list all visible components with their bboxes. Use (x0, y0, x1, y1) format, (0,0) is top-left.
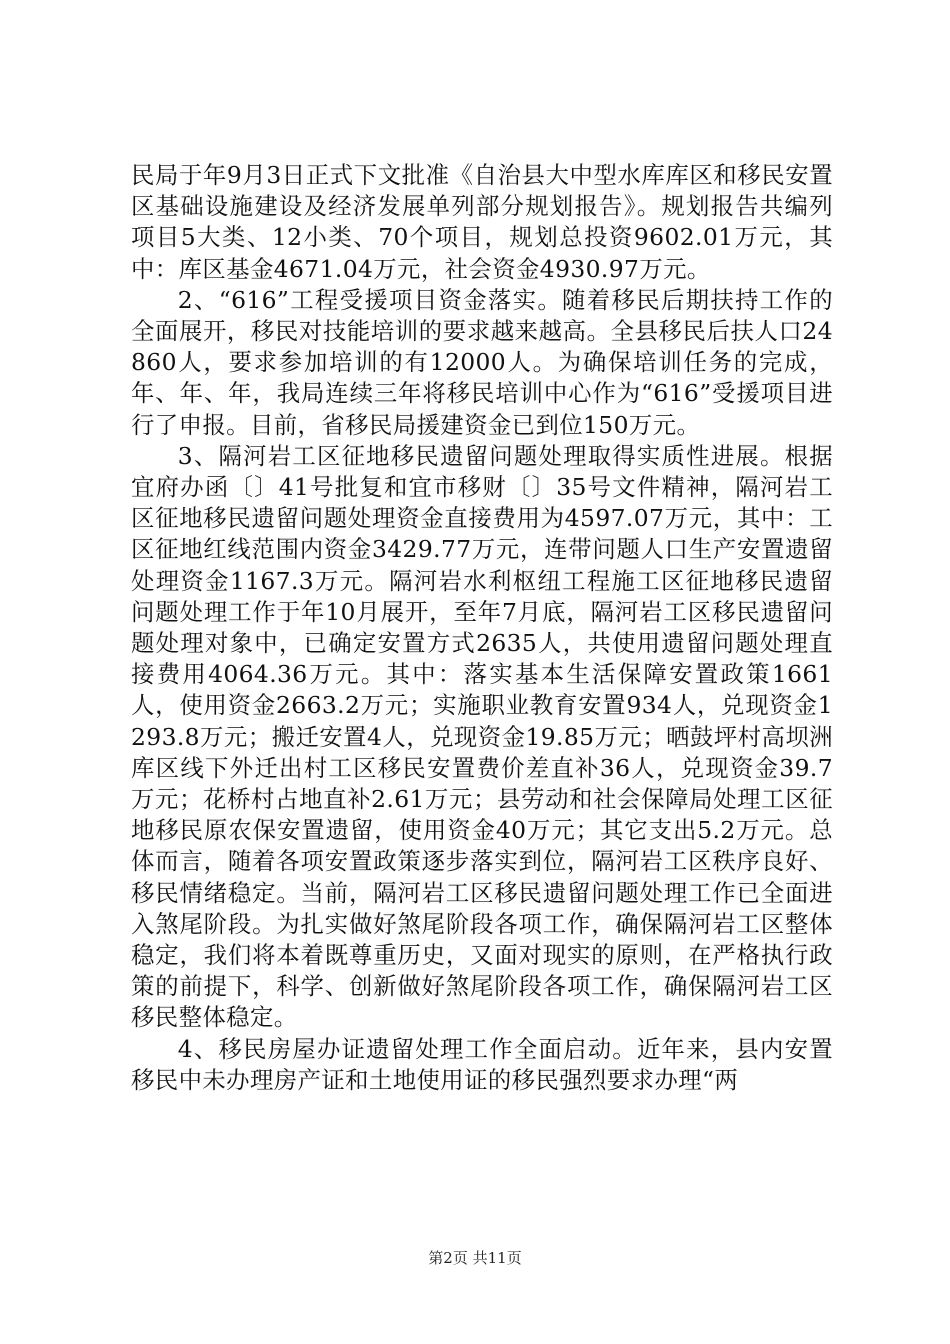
paragraph-item-4: 4、移民房屋办证遗留处理工作全面启动。近年来，县内安置移民中未办理房产证和土地使用证的移民强烈要求办理“两 (131, 1034, 833, 1094)
paragraph-item-3: 3、隔河岩工区征地移民遗留问题处理取得实质性进展。根据宜府办函〔〕41号批复和宜市移财〔〕35号文件精神，隔河岩工区征地移民遗留问题处理资金直接费用为4597.07万元，其中：工区征地红线范围内资金3429.77万元，连带问题人口生产安置遗留处理资金1167.3万元。隔河岩水利枢纽工程施工区征地移民遗留问题处理工作于年10月展开，至年7月底，隔河岩工区移民遗留问题处理对象中，已确定安置方式2635人，共使用遗留问题处理直接费用4064.36万元。其中：落实基本生活保障安置政策1661人，使用资金2663.2万元；实施职业教育安置934人，兑现资金1293.8万元；搬迁安置4人，兑现资金19.85万元；晒鼓坪村高坝洲库区线下外迁出村工区移民安置费价差直补36人，兑现资金39.7万元；花桥村占地直补2.61万元；县劳动和社会保障局处理工区征地移民原农保安置遗留，使用资金40万元；其它支出5.2万元。总体而言，随着各项安置政策逐步落实到位，隔河岩工区秩序良好、移民情绪稳定。当前，隔河岩工区移民遗留问题处理工作已全面进入煞尾阶段。为扎实做好煞尾阶段各项工作，确保隔河岩工区整体稳定，我们将本着既尊重历史，又面对现实的原则，在严格执行政策的前提下，科学、创新做好煞尾阶段各项工作，确保隔河岩工区移民整体稳定。 (131, 441, 833, 1032)
document-body (131, 160, 833, 1096)
page-number-indicator: 第2页 共11页 (428, 1249, 522, 1267)
page-footer (0, 1247, 950, 1268)
paragraph-continuation: 民局于年9月3日正式下文批准《自治县大中型水库库区和移民安置区基础设施建设及经济发展单列部分规划报告》。规划报告共编列项目5大类、12小类、70个项目，规划总投资9602.01万元，其中：库区基金4671.04万元，社会资金4930.97万元。 (131, 161, 833, 283)
paragraph-item-2: 2、“616”工程受援项目资金落实。随着移民后期扶持工作的全面展开，移民对技能培训的要求越来越高。全县移民后扶人口24860人，要求参加培训的有12000人。为确保培训任务的完成，年、年、年，我局连续三年将移民培训中心作为“616”受援项目进行了申报。目前，省移民局援建资金已到位150万元。 (131, 285, 833, 439)
